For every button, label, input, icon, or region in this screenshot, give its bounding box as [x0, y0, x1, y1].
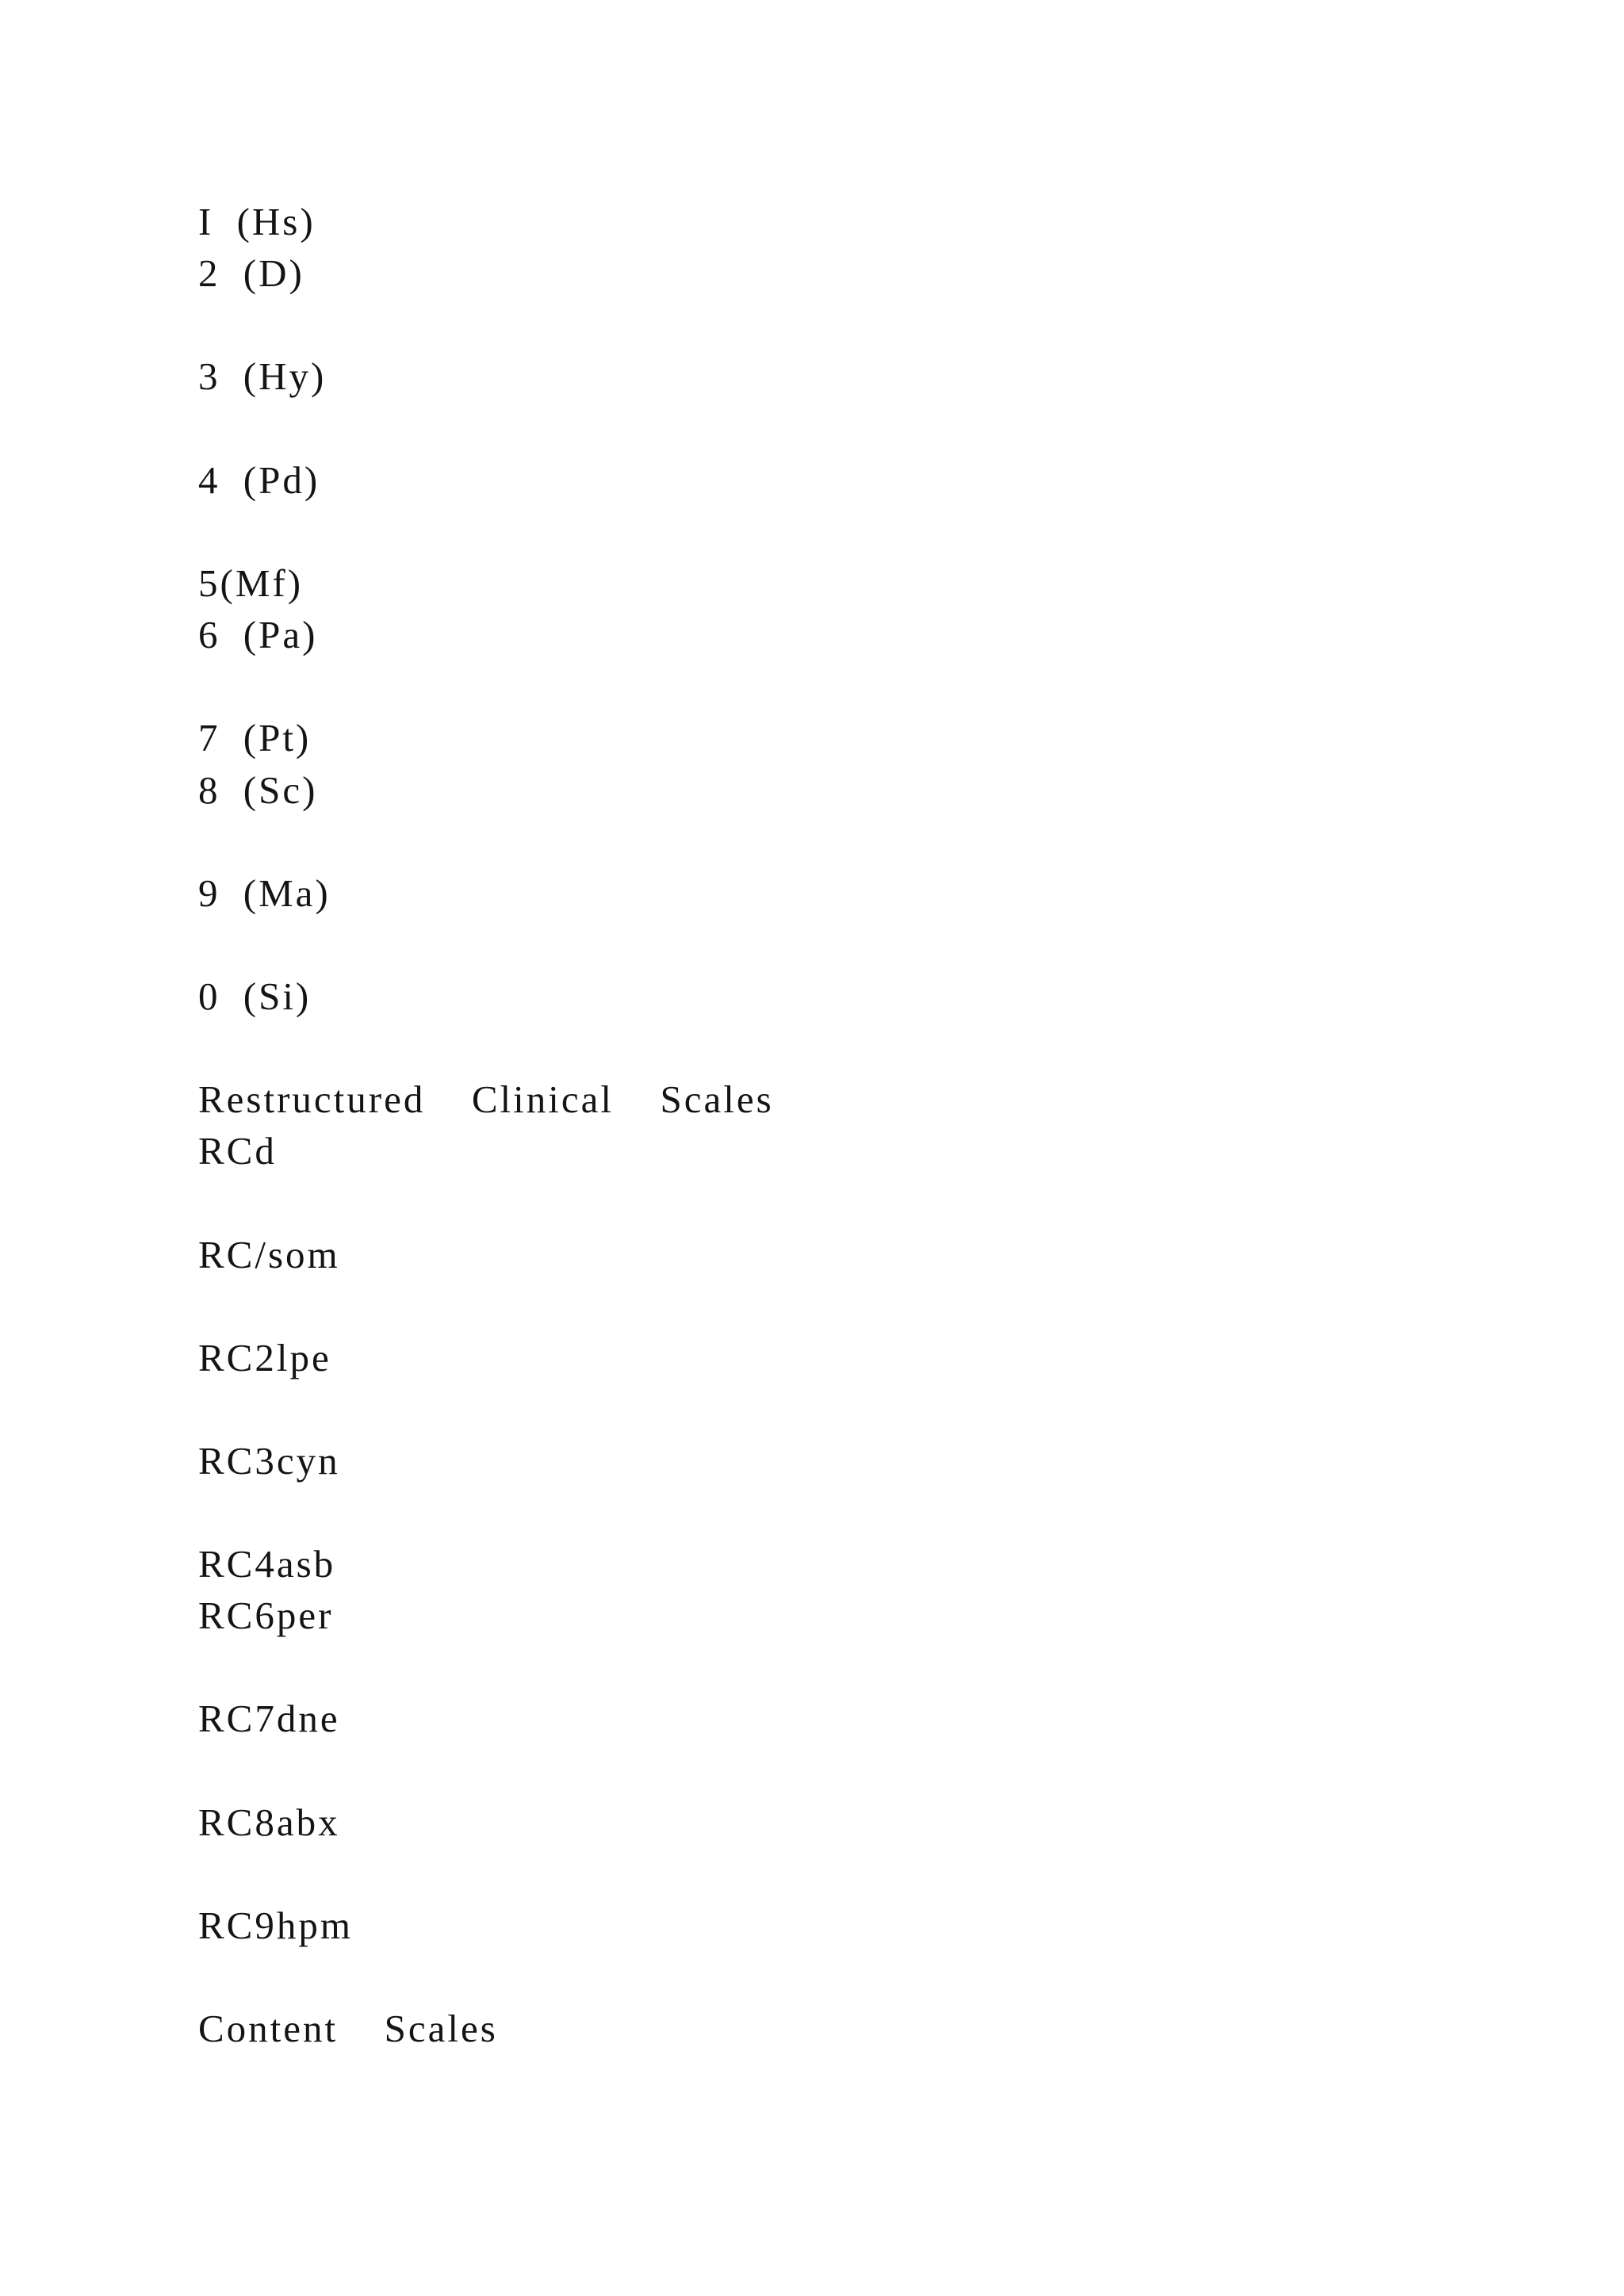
scale-pa: 6 (Pa) [198, 613, 318, 656]
scale-mf: 5(Mf) [198, 561, 304, 605]
scale-rc4asb: RC4asb [198, 1542, 336, 1586]
scale-si: 0 (Si) [198, 974, 312, 1018]
scale-rc6per: RC6per [198, 1594, 334, 1637]
scale-ma: 9 (Ma) [198, 871, 331, 915]
scale-hs: I (Hs) [198, 200, 316, 243]
scale-pd: 4 (Pd) [198, 458, 320, 502]
section-heading-content: Content Scales [198, 2007, 498, 2050]
scale-d: 2 (D) [198, 251, 304, 295]
scale-rc3cyn: RC3cyn [198, 1439, 340, 1483]
scale-rc9hpm: RC9hpm [198, 1904, 353, 1947]
section-heading-restructured: Restructured Clinical Scales [198, 1077, 774, 1121]
scale-rcd: RCd [198, 1129, 277, 1173]
scale-rc8abx: RC8abx [198, 1800, 340, 1844]
scale-rc2lpe: RC2lpe [198, 1336, 331, 1380]
scale-sc: 8 (Sc) [198, 768, 318, 812]
scale-hy: 3 (Hy) [198, 354, 327, 398]
scale-rc-som: RC/som [198, 1233, 340, 1276]
scale-rc7dne: RC7dne [198, 1697, 340, 1740]
scale-pt: 7 (Pt) [198, 716, 312, 760]
